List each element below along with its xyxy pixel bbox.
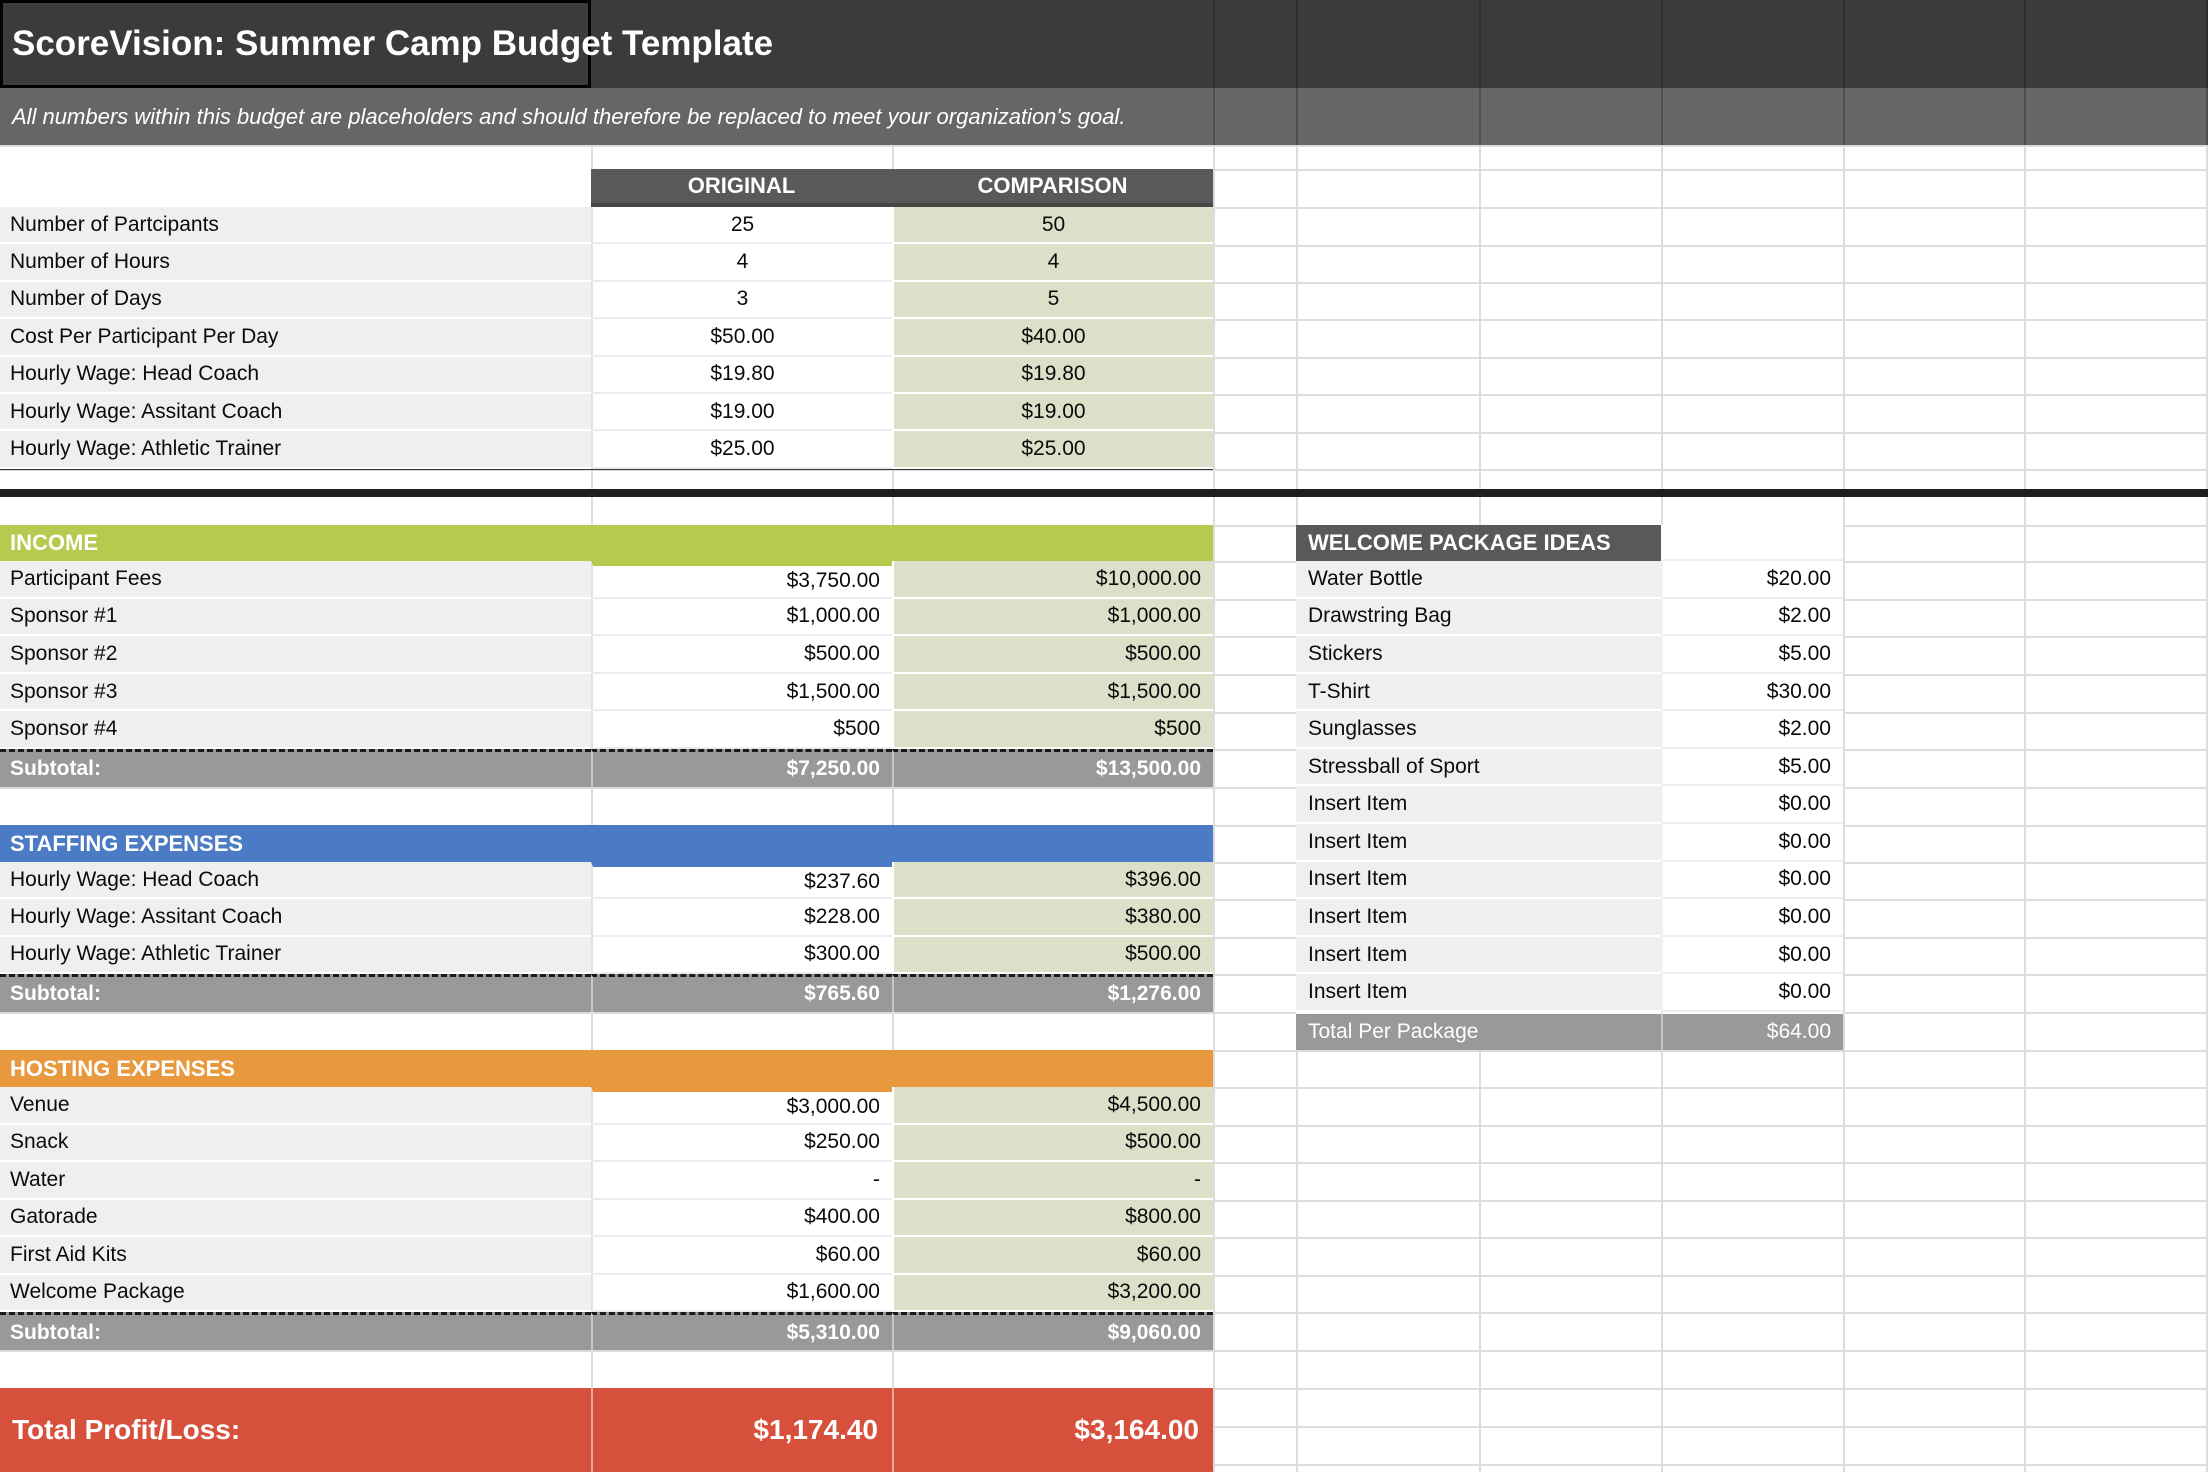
row-label-cell[interactable]: Sponsor #2: [0, 636, 591, 674]
package-item-cell[interactable]: T-Shirt: [1296, 674, 1661, 712]
original-value-cell[interactable]: $300.00: [591, 937, 892, 974]
comparison-value-cell[interactable]: $3,200.00: [892, 1275, 1213, 1313]
row-label-cell[interactable]: Sponsor #3: [0, 674, 591, 712]
row-label-cell[interactable]: Venue: [0, 1087, 591, 1125]
original-value-cell[interactable]: $25.00: [591, 431, 892, 468]
gridline: [0, 145, 2208, 147]
original-value-cell[interactable]: $19.00: [591, 394, 892, 431]
package-cost-cell[interactable]: $0.00: [1661, 824, 1843, 862]
package-cost-cell[interactable]: $0.00: [1661, 862, 1843, 900]
package-cost-cell[interactable]: $0.00: [1661, 974, 1843, 1012]
original-value-cell[interactable]: $50.00: [591, 319, 892, 356]
comparison-value-cell[interactable]: $800.00: [892, 1200, 1213, 1238]
total-original-cell[interactable]: $1,174.40: [591, 1388, 892, 1472]
row-label-cell[interactable]: Sponsor #1: [0, 599, 591, 637]
total-profit-loss-row: [0, 1388, 1213, 1472]
original-value-cell[interactable]: 4: [591, 244, 892, 281]
package-cost-cell[interactable]: $0.00: [1661, 899, 1843, 937]
comparison-value-cell[interactable]: $500: [892, 711, 1213, 749]
subtotal-label-cell[interactable]: Subtotal:: [0, 749, 591, 787]
staffing-section-header[interactable]: STAFFING EXPENSES: [0, 825, 1213, 862]
original-value-cell[interactable]: $250.00: [591, 1125, 892, 1163]
package-cost-cell[interactable]: $30.00: [1661, 674, 1843, 712]
subtotal-label-cell[interactable]: Subtotal:: [0, 1312, 591, 1350]
row-label-cell[interactable]: Hourly Wage: Assitant Coach: [0, 394, 591, 431]
row-label-cell[interactable]: Water: [0, 1162, 591, 1200]
package-total-cost-cell[interactable]: $64.00: [1661, 1012, 1843, 1050]
package-cost-cell[interactable]: $0.00: [1661, 937, 1843, 975]
original-value-cell[interactable]: $400.00: [591, 1200, 892, 1238]
subtotal-original-cell[interactable]: $765.60: [591, 974, 892, 1012]
comparison-value-cell[interactable]: $380.00: [892, 899, 1213, 936]
original-column-header[interactable]: ORIGINAL: [591, 169, 892, 207]
subtitle-bar[interactable]: All numbers within this budget are placeholders and should therefore be replaced to meet your organization's goal.: [0, 88, 2208, 145]
package-item-cell[interactable]: Insert Item: [1296, 786, 1661, 824]
subtotal-original-cell[interactable]: $5,310.00: [591, 1312, 892, 1350]
comparison-value-cell[interactable]: $10,000.00: [892, 561, 1213, 599]
welcome-package-table: [1296, 525, 1843, 1050]
row-label-cell[interactable]: Cost Per Participant Per Day: [0, 319, 591, 356]
subtotal-label-cell[interactable]: Subtotal:: [0, 974, 591, 1012]
welcome-package-header[interactable]: WELCOME PACKAGE IDEAS: [1296, 525, 1661, 561]
row-label-cell[interactable]: Participant Fees: [0, 561, 591, 599]
subtotal-comparison-cell[interactable]: $1,276.00: [892, 974, 1213, 1012]
original-value-cell[interactable]: $1,000.00: [591, 599, 892, 637]
comparison-value-cell[interactable]: $60.00: [892, 1237, 1213, 1275]
comparison-value-cell[interactable]: $40.00: [892, 319, 1213, 356]
original-value-cell[interactable]: $1,500.00: [591, 674, 892, 712]
total-label-cell[interactable]: Total Profit/Loss:: [12, 1414, 241, 1445]
row-label-cell[interactable]: Hourly Wage: Head Coach: [0, 862, 591, 899]
gridline: [1843, 0, 1845, 145]
comparison-value-cell[interactable]: $500.00: [892, 1125, 1213, 1163]
staffing-expenses-table: [0, 825, 1213, 1012]
original-value-cell[interactable]: -: [591, 1162, 892, 1200]
package-item-cell[interactable]: Insert Item: [1296, 899, 1661, 937]
package-total-label-cell[interactable]: Total Per Package: [1296, 1012, 1661, 1050]
row-label-cell[interactable]: Number of Partcipants: [0, 207, 591, 244]
subtotal-comparison-cell[interactable]: $13,500.00: [892, 749, 1213, 787]
gridline: [2024, 145, 2026, 1472]
package-item-cell[interactable]: Insert Item: [1296, 937, 1661, 975]
comparison-value-cell[interactable]: 50: [892, 207, 1213, 244]
hosting-section-header[interactable]: HOSTING EXPENSES: [0, 1050, 1213, 1087]
package-cost-cell[interactable]: $2.00: [1661, 599, 1843, 637]
row-label-cell[interactable]: Snack: [0, 1125, 591, 1163]
row-label-cell[interactable]: Hourly Wage: Athletic Trainer: [0, 431, 591, 468]
income-section-header[interactable]: INCOME: [0, 525, 1213, 561]
original-value-cell[interactable]: $3,000.00: [591, 1087, 892, 1125]
row-label-cell[interactable]: Hourly Wage: Assitant Coach: [0, 899, 591, 936]
original-value-cell[interactable]: $237.60: [591, 862, 892, 899]
package-cost-cell[interactable]: $5.00: [1661, 749, 1843, 787]
package-item-cell[interactable]: Insert Item: [1296, 824, 1661, 862]
original-value-cell[interactable]: $19.80: [591, 357, 892, 394]
row-label-cell[interactable]: First Aid Kits: [0, 1237, 591, 1275]
original-value-cell[interactable]: 3: [591, 282, 892, 319]
package-item-cell[interactable]: Sunglasses: [1296, 711, 1661, 749]
comparison-value-cell[interactable]: $1,500.00: [892, 674, 1213, 712]
package-cost-cell[interactable]: $20.00: [1661, 561, 1843, 599]
gridline: [2024, 0, 2026, 145]
row-label-cell[interactable]: Sponsor #4: [0, 711, 591, 749]
gridline: [1296, 0, 1298, 145]
comparison-value-cell[interactable]: $25.00: [892, 431, 1213, 468]
income-table: [0, 525, 1213, 787]
comparison-column-header[interactable]: COMPARISON: [892, 169, 1213, 207]
gridline: [0, 787, 2208, 789]
package-item-cell[interactable]: Stressball of Sport: [1296, 749, 1661, 787]
comparison-value-cell[interactable]: 4: [892, 244, 1213, 281]
package-item-cell[interactable]: Drawstring Bag: [1296, 599, 1661, 637]
row-label-cell[interactable]: Hourly Wage: Head Coach: [0, 357, 591, 394]
package-item-cell[interactable]: Stickers: [1296, 636, 1661, 674]
hosting-expenses-table: [0, 1050, 1213, 1350]
package-cost-cell[interactable]: $5.00: [1661, 636, 1843, 674]
total-comparison-cell[interactable]: $3,164.00: [892, 1388, 1213, 1472]
cost-item-header[interactable]: COST/ITEM: [1661, 525, 1843, 561]
package-cost-cell[interactable]: $2.00: [1661, 711, 1843, 749]
original-value-cell[interactable]: $60.00: [591, 1237, 892, 1275]
gridline: [1661, 0, 1663, 145]
original-value-cell[interactable]: $3,750.00: [591, 561, 892, 599]
comparison-value-cell[interactable]: $1,000.00: [892, 599, 1213, 637]
row-label-cell[interactable]: Number of Days: [0, 282, 591, 319]
page-title[interactable]: ScoreVision: Summer Camp Budget Template: [12, 24, 774, 63]
original-value-cell[interactable]: $500.00: [591, 636, 892, 674]
comparison-value-cell[interactable]: $500.00: [892, 937, 1213, 974]
comparison-value-cell[interactable]: $4,500.00: [892, 1087, 1213, 1125]
original-value-cell[interactable]: $1,600.00: [591, 1275, 892, 1313]
gridline: [1213, 145, 1215, 1472]
comparison-value-cell[interactable]: $500.00: [892, 636, 1213, 674]
package-item-cell[interactable]: Water Bottle: [1296, 561, 1661, 599]
subtotal-original-cell[interactable]: $7,250.00: [591, 749, 892, 787]
package-cost-cell[interactable]: $0.00: [1661, 786, 1843, 824]
package-item-cell[interactable]: Insert Item: [1296, 974, 1661, 1012]
package-item-cell[interactable]: Insert Item: [1296, 862, 1661, 900]
row-label-cell[interactable]: Number of Hours: [0, 244, 591, 281]
original-value-cell[interactable]: $500: [591, 711, 892, 749]
section-divider: [0, 489, 2208, 497]
comparison-value-cell[interactable]: 5: [892, 282, 1213, 319]
assumptions-table: [0, 169, 1213, 469]
original-value-cell[interactable]: 25: [591, 207, 892, 244]
row-label-cell[interactable]: Hourly Wage: Athletic Trainer: [0, 937, 591, 974]
comparison-value-cell[interactable]: $19.00: [892, 394, 1213, 431]
comparison-value-cell[interactable]: $396.00: [892, 862, 1213, 899]
row-label-cell[interactable]: Gatorade: [0, 1200, 591, 1238]
gridline: [1479, 0, 1481, 145]
subtotal-comparison-cell[interactable]: $9,060.00: [892, 1312, 1213, 1350]
gridline: [1213, 0, 1215, 145]
comparison-value-cell[interactable]: -: [892, 1162, 1213, 1200]
gridline: [0, 1350, 2208, 1352]
row-label-cell[interactable]: Welcome Package: [0, 1275, 591, 1313]
gridline: [1843, 145, 1845, 1472]
gridline: [0, 1012, 2208, 1014]
header-spacer-cell: [0, 169, 591, 207]
comparison-value-cell[interactable]: $19.80: [892, 357, 1213, 394]
original-value-cell[interactable]: $228.00: [591, 899, 892, 936]
